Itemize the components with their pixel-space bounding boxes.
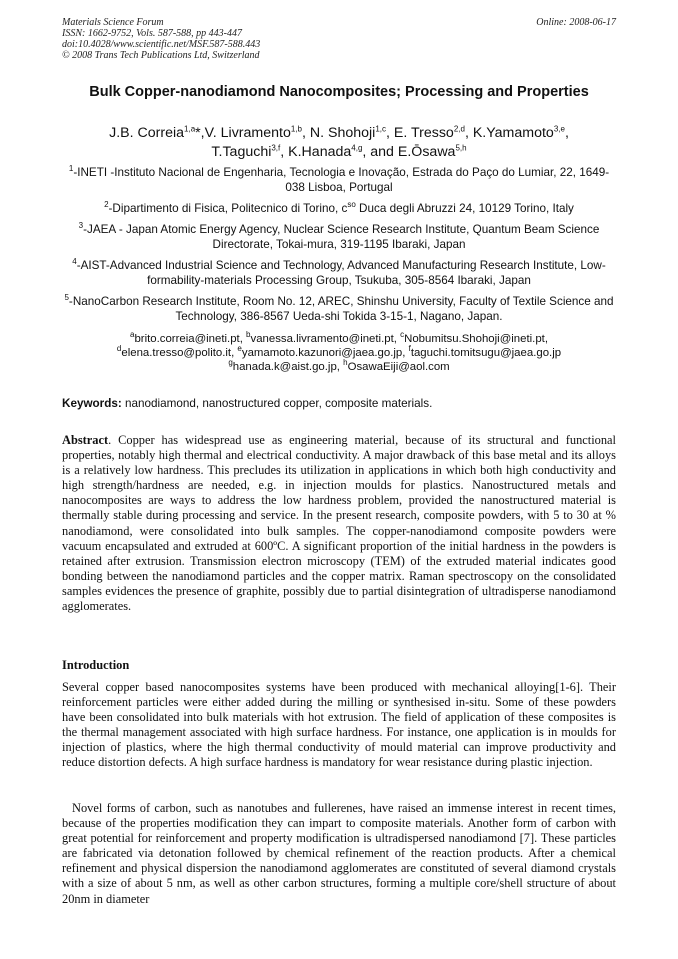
author: N. Shohoji$^{1,c}$,	[309, 124, 394, 141]
keywords	[62, 397, 616, 411]
issn-line: ISSN: 1662-9752, Vols. 587-588, pp 443-447	[62, 28, 242, 39]
affiliation: $^3$-JAEA - Japan Atomic Energy Agency, Nuclear Science Research Institute, Quantum Beam Science Directorate, Tokai-mura, 319-1195 Ibaraki, Japan	[78, 221, 600, 251]
email-list	[62, 332, 616, 374]
email: $^d$elena.tresso@polito.it,	[116, 344, 238, 359]
author: V. Livramento$^{1,b}$,	[204, 124, 310, 141]
abstract-text: . Copper has widespread use as engineering material, because of its structural and functional properties, notably high thermal and electrical conductivity. A major drawback of this base metal and its alloys is a relatively low hardness. This precludes its utilization in applications in which both high conductivity and high strength/hardness are needed, e.g. in injection moulds for plastics. Nanostructured metals and nanocomposites are ways to address the low hardness problem, provided the nanostructured material is thermally stable during processing and service. In the present research, composite powders, with 5 to 30 at % nanodiamond, were consolidated into bulk samples. The copper-nanodiamond composite powders were vacuum encapsulated and extruded at 600ºC. A significant proportion of the initial hardness in the powders is retained after extrusion. Transmission electron microscopy (TEM) of the extruded material indicates good bonding between the nanodiamond particles and the copper matrix. Raman spectroscopy on the consolidated samples evidences the presence of graphite, possibly due to partial disintegration of ultradisperse nanodiamond agglomerates.	[62, 433, 616, 614]
author: J.B. Correia$^{1,a}$*,	[109, 124, 205, 141]
author: E. Tresso$^{2,d}$,	[393, 124, 473, 141]
keywords-text: nanodiamond, nanostructured copper, composite materials.	[121, 397, 433, 410]
online-date: Online: 2008-06-17	[536, 17, 616, 28]
doi-line: doi:10.4028/www.scientific.net/MSF.587-588.443	[62, 39, 261, 50]
email: $^h$OsawaEiji@aol.com	[343, 358, 450, 373]
affiliation-list	[62, 165, 616, 330]
running-header	[62, 17, 616, 61]
email: $^g$hanada.k@aist.go.jp,	[228, 358, 344, 373]
section-heading: Introduction	[62, 658, 130, 672]
affiliation: $^1$-INETI -Instituto Nacional de Engenharia, Tecnologia e Inovação, Estrada do Paço do Lumiar, 22, 1649-038 Lisboa, Portugal	[68, 164, 610, 194]
email: $^f$taguchi.tomitsugu@jaea.go.jp	[408, 344, 562, 359]
paper-title: Bulk Copper-nanodiamond Nanocomposites; Processing and Properties	[89, 84, 589, 100]
author: T.Taguchi$^{3,f}$,	[211, 143, 289, 160]
body-paragraph: Novel forms of carbon, such as nanotubes and fullerenes, have raised an immense interest in recent times, because of the properties modification they can impart to composite materials. Another form of carbon with great potential for reinforcement and property modification is ultradispersed nanodiamond [7]. These particles are fabricated via detonation followed by chemical refinement of the reaction products. After a chemical refinement and physical dispersion the nanodiamond agglomerates are constituted of several diamond crystals with a size of about 5 nm, as well as other carbon structures, forming a multiple core/shell structure of about 20nm in diameter	[62, 801, 616, 906]
copyright-line: © 2008 Trans Tech Publications Ltd, Switzerland	[62, 50, 260, 61]
keywords-label: Keywords:	[62, 397, 122, 410]
abstract-label: Abstract	[62, 433, 109, 447]
email: $^a$brito.correia@ineti.pt,	[130, 330, 247, 345]
affiliation: $^4$-AIST-Advanced Industrial Science and Technology, Advanced Manufacturing Research Institute, Low-formability-materials Processing Group, Tsukuba, 305-8564 Ibaraki, Japan	[72, 257, 606, 287]
affiliation: $^2$-Dipartimento di Fisica, Politecnico di Torino, $c^{so}$ Duca degli Abruzzi 24, 10129 Torino, Italy	[104, 200, 574, 215]
email: $^b$vanessa.livramento@ineti.pt,	[246, 330, 401, 345]
email: $^e$yamamoto.kazunori@jaea.go.jp,	[237, 344, 409, 359]
author: K.Yamamoto$^{3,e}$,	[472, 124, 569, 141]
abstract	[62, 433, 616, 614]
affiliation: $^5$-NanoCarbon Research Institute, Room No. 12, AREC, Shinshu University, Faculty of Textile Science and Technology, 386-8567 Ueda-shi Tokida 3-15-1, Nagano, Japan.	[64, 293, 614, 323]
journal-name: Materials Science Forum	[62, 17, 164, 28]
body-paragraph: Several copper based nanocomposites systems have been produced with mechanical alloying[1-6]. Their reinforcement particles were either added during the milling or synthesised in-situ. Some of these powders have been consolidated into bulk materials with hot extrusion. The field of application of these composites is the thermal management associated with high surface hardness. For instance, one application is in moulds for injection of plastics, where the high thermal conductivity of mould material can improve productivity and reduce distortion defects. A high surface hardness is mandatory for wear resistance during plastic injection.	[62, 680, 616, 770]
author: K.Hanada$^{4,g}$, and	[288, 143, 398, 160]
author-list	[62, 124, 616, 162]
email: $^c$Nobumitsu.Shohoji@ineti.pt,	[400, 330, 548, 345]
author: E.Ōsawa$^{5,h}$	[397, 143, 467, 160]
